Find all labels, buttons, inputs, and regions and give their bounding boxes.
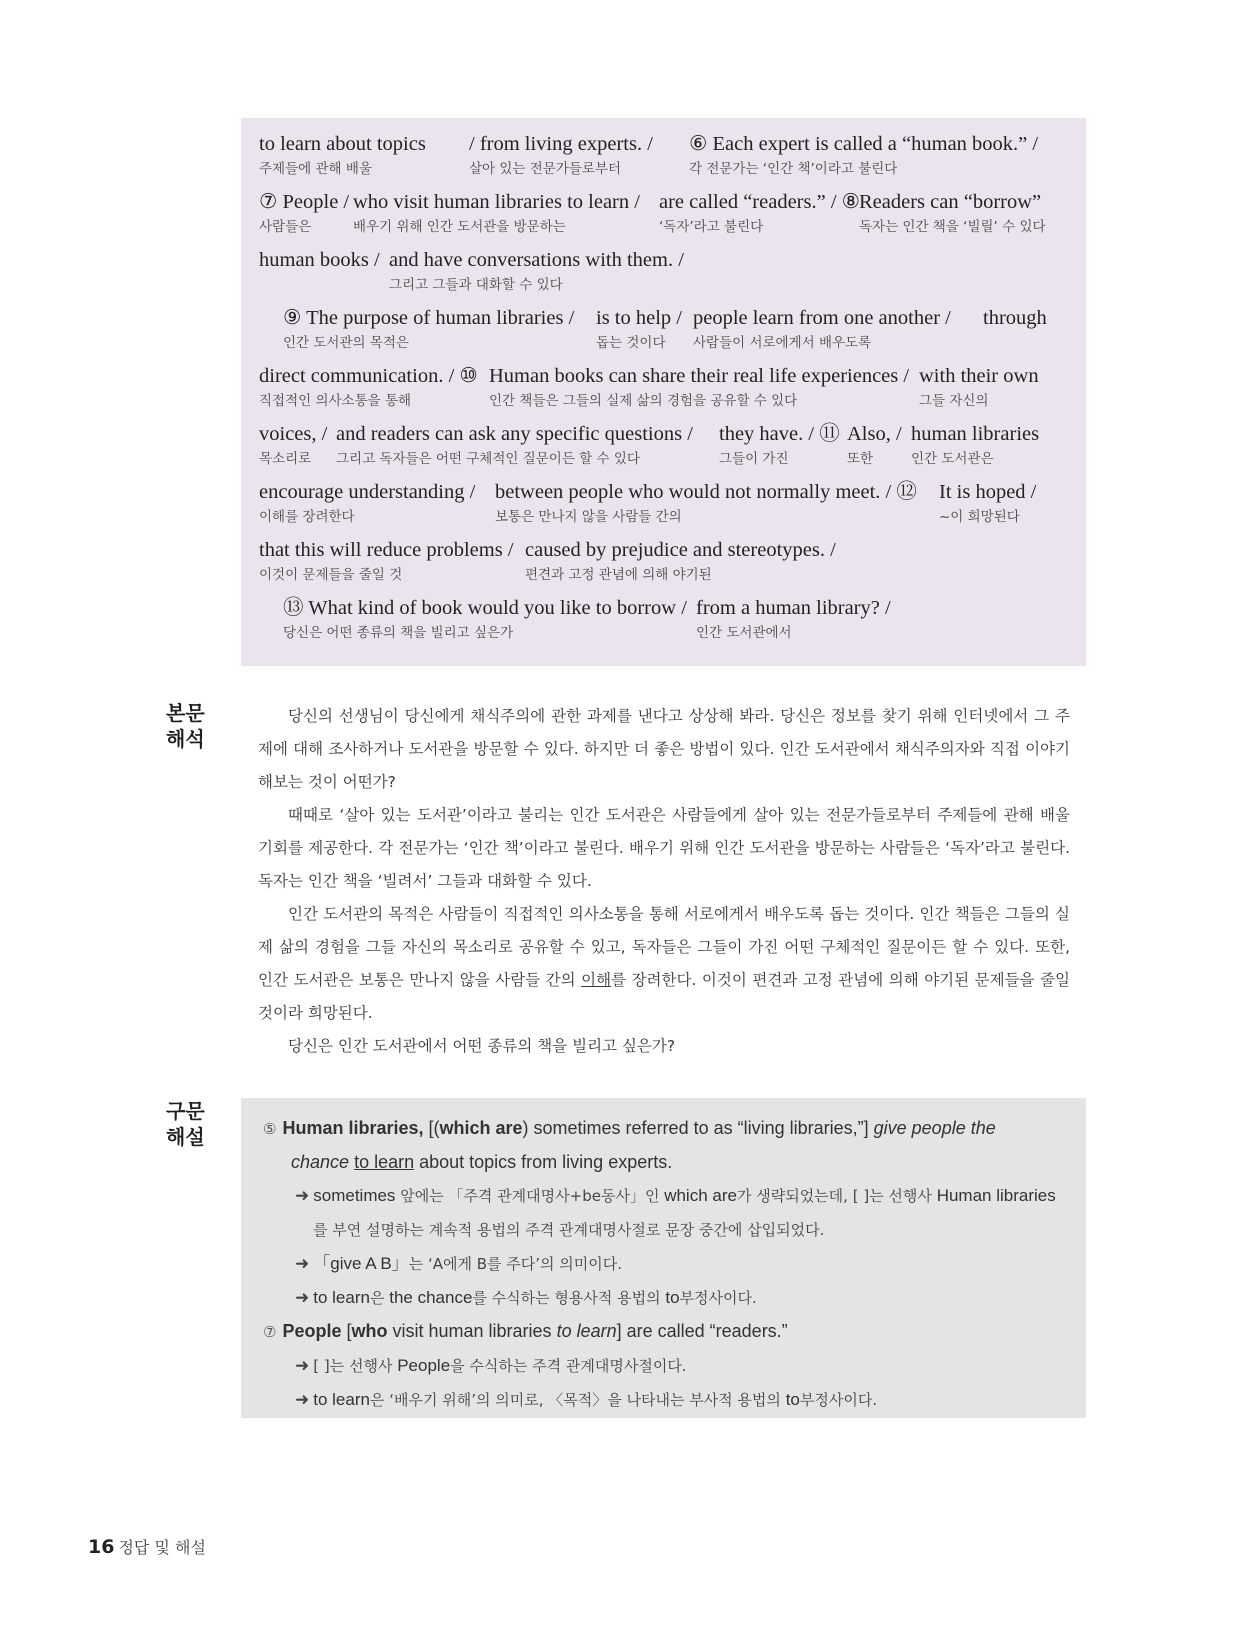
text: to learn bbox=[313, 1288, 370, 1307]
label-line: 해설 bbox=[166, 1125, 205, 1149]
chunk-segment bbox=[919, 364, 1039, 412]
english-chunk: through bbox=[983, 307, 1047, 329]
chunk-segment bbox=[525, 538, 836, 586]
english-chunk: ⑥ Each expert is called a “human book.” / bbox=[689, 133, 1039, 155]
english-chunk: ⑨ The purpose of human libraries / bbox=[283, 307, 575, 329]
chunk-segment bbox=[693, 306, 951, 354]
bold-text: Human libraries, bbox=[282, 1118, 424, 1138]
grammar-item-5 bbox=[263, 1112, 1068, 1146]
text: visit human libraries bbox=[387, 1321, 557, 1341]
korean-gloss: 그들 자신의 bbox=[919, 393, 989, 409]
translation-paragraph bbox=[258, 799, 1070, 898]
grammar-note bbox=[263, 1349, 1068, 1383]
text: 앞에는 「주격 관계대명사+be동사」인 bbox=[395, 1187, 665, 1205]
chunk-line bbox=[259, 132, 1068, 190]
text: 는 ‘A에게 B를 주다’의 의미이다. bbox=[408, 1255, 623, 1273]
english-chunk: It is hoped / bbox=[939, 481, 1037, 503]
chunk-line bbox=[259, 364, 1068, 422]
arrow-icon: ➜ bbox=[295, 1356, 310, 1375]
english-chunk: caused by prejudice and stereotypes. / bbox=[525, 539, 836, 561]
arrow-icon: ➜ bbox=[295, 1254, 310, 1273]
bold-text: which are bbox=[439, 1118, 523, 1138]
chunk-segment bbox=[259, 248, 380, 274]
bold-text: who bbox=[351, 1321, 388, 1341]
chunk-line bbox=[259, 596, 1068, 654]
chunk-segment bbox=[283, 596, 687, 644]
chunk-segment bbox=[911, 422, 1039, 470]
chunk-segment bbox=[659, 190, 860, 238]
text: sometimes bbox=[313, 1186, 396, 1205]
chunk-segment bbox=[983, 306, 1047, 332]
korean-gloss: 인간 도서관은 bbox=[911, 451, 994, 467]
english-chunk: human libraries bbox=[911, 423, 1040, 445]
korean-gloss: 직접적인 의사소통을 통해 bbox=[259, 393, 412, 409]
korean-gloss: 배우기 위해 인간 도서관을 방문하는 bbox=[353, 219, 566, 235]
english-chunk: ⑬ What kind of book would you like to borrow / bbox=[283, 597, 687, 619]
text: 「give A B」 bbox=[313, 1254, 409, 1273]
translation-paragraph: 당신은 인간 도서관에서 어떤 종류의 책을 빌리고 싶은가? bbox=[288, 1037, 676, 1055]
text: 가 생략되었는데, [ ]는 선행사 bbox=[736, 1187, 937, 1205]
chunk-segment bbox=[495, 480, 917, 528]
text: Human libraries bbox=[936, 1186, 1056, 1205]
korean-gloss: ~이 희망된다 bbox=[939, 509, 1020, 525]
page-number: 16 bbox=[88, 1536, 115, 1558]
grammar-item-7 bbox=[263, 1315, 1068, 1349]
translation-paragraph: 당신의 선생님이 당신에게 채식주의에 관한 과제를 낸다고 상상해 봐라. 당신은 정보를 찾기 위해 인터넷에서 그 주제에 대해 조사하거나 도서관을 방문할 수 있다. 하지만 더 좋은 방법이 있다. 인간 도서관에서 채식주의자와 직접 이야기해보는 것이 어떤가? bbox=[258, 707, 1070, 791]
english-chunk: / from living experts. / bbox=[469, 133, 653, 155]
korean-gloss: 목소리로 bbox=[259, 451, 312, 467]
text: [ bbox=[341, 1321, 352, 1341]
text: People bbox=[397, 1356, 451, 1375]
english-chunk: between people who would not normally meet. / ⑫ bbox=[495, 481, 917, 503]
text: ) sometimes referred to as “living libraries,”] bbox=[522, 1118, 874, 1138]
grammar-label bbox=[166, 1098, 205, 1150]
english-chunk: encourage understanding / bbox=[259, 481, 476, 503]
chunk-line bbox=[259, 480, 1068, 538]
korean-gloss: 이해를 장려한다 bbox=[259, 509, 355, 525]
grammar-note bbox=[263, 1179, 1068, 1247]
text: 부정사이다. bbox=[799, 1391, 878, 1409]
korean-gloss: 주제들에 관해 배울 bbox=[259, 161, 372, 177]
translation-label bbox=[166, 700, 205, 752]
translation-paragraph bbox=[258, 898, 1070, 1030]
italic-text: chance bbox=[291, 1152, 350, 1172]
grammar-note bbox=[263, 1383, 1068, 1417]
english-chunk: to learn about topics bbox=[259, 133, 426, 155]
arrow-icon: ➜ bbox=[295, 1390, 310, 1409]
korean-gloss: ‘독자’라고 불린다 bbox=[659, 219, 764, 235]
label-line: 구문 bbox=[166, 1099, 205, 1123]
text: [( bbox=[423, 1118, 440, 1138]
text: [ ]는 선행사 bbox=[313, 1357, 398, 1375]
grammar-note bbox=[263, 1247, 1068, 1281]
english-chunk: Human books can share their real life experiences / bbox=[489, 365, 910, 387]
korean-gloss: 독자는 인간 책을 ‘빌릴’ 수 있다 bbox=[859, 219, 1046, 235]
chunk-segment bbox=[469, 132, 653, 180]
korean-gloss: 인간 책들은 그들의 실제 삶의 경험을 공유할 수 있다 bbox=[489, 393, 798, 409]
arrow-icon: ➜ bbox=[295, 1186, 310, 1205]
english-chunk: are called “readers.” / ⑧ bbox=[659, 191, 861, 213]
underlined-text: to learn bbox=[354, 1152, 415, 1172]
korean-gloss: 편견과 고정 관념에 의해 야기된 bbox=[525, 567, 712, 583]
english-chunk: who visit human libraries to learn / bbox=[353, 191, 640, 213]
korean-gloss: 이것이 문제들을 줄일 것 bbox=[259, 567, 403, 583]
chunk-segment bbox=[259, 190, 349, 238]
english-chunk: Readers can “borrow” bbox=[859, 191, 1042, 213]
chunk-segment bbox=[259, 364, 478, 412]
text: 은 ‘배우기 위해’의 의미로, 〈목적〉을 나타내는 부사적 용법의 bbox=[369, 1391, 786, 1409]
chunk-line bbox=[259, 422, 1068, 480]
english-chunk: direct communication. / ⑩ bbox=[259, 365, 478, 387]
chunk-segment bbox=[939, 480, 1036, 528]
korean-gloss: 또한 bbox=[847, 451, 874, 467]
english-chunk: from a human library? / bbox=[696, 597, 891, 619]
chunk-segment bbox=[689, 132, 1038, 180]
korean-gloss: 당신은 어떤 종류의 책을 빌리고 싶은가 bbox=[283, 625, 514, 641]
chunk-line bbox=[259, 538, 1068, 596]
chunk-segment bbox=[596, 306, 682, 354]
underlined-word: 이해 bbox=[581, 971, 612, 989]
footer-title: 정답 및 해설 bbox=[118, 1538, 206, 1557]
text: 를 수식하는 형용사적 용법의 bbox=[472, 1289, 666, 1307]
grammar-note bbox=[263, 1281, 1068, 1315]
chunk-segment bbox=[259, 132, 426, 180]
chunk-segment bbox=[283, 306, 574, 354]
english-chunk: is to help / bbox=[596, 307, 682, 329]
item-number: ⑦ bbox=[263, 1323, 277, 1341]
english-chunk: Also, / bbox=[847, 423, 902, 445]
text: to learn bbox=[313, 1390, 370, 1409]
italic-text: give people the bbox=[873, 1118, 996, 1138]
translation-text: 를 장려한다. 이것이 편견과 고정 관념에 의해 야기된 문제들을 줄일 것이라 희망된다. bbox=[258, 971, 1070, 1022]
text: 를 부연 설명하는 계속적 용법의 주격 관계대명사절로 문장 중간에 삽입되었다. bbox=[313, 1221, 825, 1239]
english-chunk: ⑦ People / bbox=[259, 191, 350, 213]
chunk-segment bbox=[847, 422, 902, 470]
korean-gloss: 살아 있는 전문가들로부터 bbox=[469, 161, 622, 177]
chunk-line bbox=[259, 248, 1068, 306]
english-chunk: voices, / bbox=[259, 423, 328, 445]
chunk-segment bbox=[259, 422, 327, 470]
translation-text: 때때로 ‘살아 있는 도서관’이라고 불리는 인간 도서관은 사람들에게 살아 있는 전문가들로부터 주제들에 관해 배울 기회를 제공한다. 각 전문가는 ‘인간 책’이라고 불린다. 배우기 위해 인간 도서관을 방문하는 사람들은 ‘독자’라고 불린다. 독자는 인간 책을 ‘빌려서’ 그들과 대화할 수 있다. bbox=[258, 806, 1070, 890]
item-number: ⑤ bbox=[263, 1120, 277, 1138]
chunk-segment bbox=[489, 364, 909, 412]
text: 은 bbox=[369, 1289, 390, 1307]
chunk-line bbox=[259, 190, 1068, 248]
grammar-item-5-cont bbox=[263, 1146, 1068, 1179]
chunk-segment bbox=[259, 480, 475, 528]
chunk-segment bbox=[353, 190, 640, 238]
label-line: 본문 bbox=[166, 701, 205, 725]
korean-gloss: 그리고 그들과 대화할 수 있다 bbox=[389, 277, 563, 293]
english-chunk: with their own bbox=[919, 365, 1039, 387]
korean-gloss: 인간 도서관의 목적은 bbox=[283, 335, 409, 351]
chunk-segment bbox=[259, 538, 514, 586]
korean-gloss: 사람들이 서로에게서 배우도록 bbox=[693, 335, 872, 351]
chunk-segment bbox=[336, 422, 693, 470]
chunk-segment bbox=[859, 190, 1046, 238]
arrow-icon: ➜ bbox=[295, 1288, 310, 1307]
english-chunk: that this will reduce problems / bbox=[259, 539, 514, 561]
english-chunk: people learn from one another / bbox=[693, 307, 951, 329]
english-chunk: they have. / ⑪ bbox=[719, 423, 840, 445]
label-line: 해석 bbox=[166, 727, 205, 751]
korean-gloss: 사람들은 bbox=[259, 219, 312, 235]
translation-section bbox=[258, 700, 1070, 1063]
page-footer bbox=[88, 1535, 206, 1558]
chunk-line bbox=[259, 306, 1068, 364]
text: ] are called “readers.” bbox=[616, 1321, 788, 1341]
text: 을 수식하는 주격 관계대명사절이다. bbox=[450, 1357, 687, 1375]
text: about topics from living experts. bbox=[414, 1152, 673, 1172]
korean-gloss: 보통은 만나지 않을 사람들 간의 bbox=[495, 509, 682, 525]
english-chunk: and readers can ask any specific questions / bbox=[336, 423, 693, 445]
korean-gloss: 그리고 독자들은 어떤 구체적인 질문이든 할 수 있다 bbox=[336, 451, 640, 467]
text: 부정사이다. bbox=[679, 1289, 757, 1307]
italic-text: to learn bbox=[556, 1321, 617, 1341]
grammar-box bbox=[241, 1098, 1086, 1418]
translation-text: 인간 도서관의 목적은 사람들이 직접적인 의사소통을 통해 서로에게서 배우도록 돕는 것이다. 인간 책들은 그들의 실제 삶의 경험을 그들 자신의 목소리로 공유할 수 있고, 독자들은 그들이 가진 어떤 구체적인 질문이든 할 수 있다. 또한, 인간 도서관은 보통은 만나지 않을 사람들 간의 bbox=[258, 905, 1070, 989]
korean-gloss: 그들이 가진 bbox=[719, 451, 789, 467]
chunk-segment bbox=[389, 248, 684, 296]
text: which are bbox=[664, 1186, 737, 1205]
bold-text: People bbox=[282, 1321, 342, 1341]
chunk-segment bbox=[696, 596, 891, 644]
korean-gloss: 인간 도서관에서 bbox=[696, 625, 792, 641]
text: the chance bbox=[389, 1288, 473, 1307]
chunk-reading-box bbox=[241, 118, 1086, 666]
chunk-segment bbox=[719, 422, 840, 470]
english-chunk: human books / bbox=[259, 249, 380, 271]
korean-gloss: 각 전문가는 ‘인간 책’이라고 불린다 bbox=[689, 161, 898, 177]
text: to bbox=[665, 1288, 680, 1307]
text: to bbox=[785, 1390, 800, 1409]
korean-gloss: 돕는 것이다 bbox=[596, 335, 666, 351]
english-chunk: and have conversations with them. / bbox=[389, 249, 684, 271]
